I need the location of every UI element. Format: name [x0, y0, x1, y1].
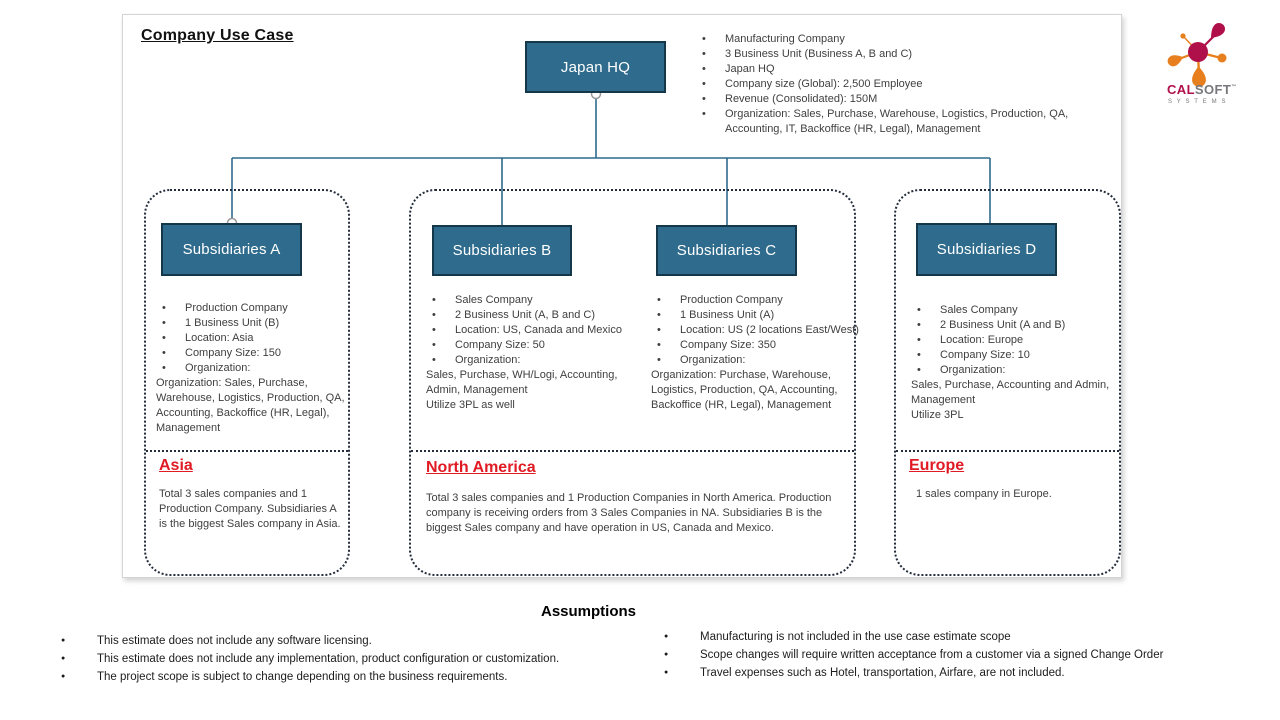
- list-item: • Sales Company: [426, 293, 630, 308]
- logo-tagline: S Y S T E M S: [1168, 99, 1228, 105]
- subsidiaries-d-details: [911, 303, 1111, 423]
- node-subsidiaries-d: Subsidiaries D: [916, 223, 1057, 276]
- list-item: Sales, Purchase, Accounting and Admin, Management: [911, 379, 1110, 406]
- assumption-item: ● This estimate does not include any software licensing.: [60, 635, 645, 653]
- logo-trademark: ™: [1231, 84, 1237, 90]
- assumption-item: ● Scope changes will require written acceptance from a customer via a signed Change Order: [663, 649, 1263, 667]
- region-body-europe: 1 sales company in Europe.: [916, 488, 1052, 500]
- region-title-north-america: North America: [426, 459, 536, 476]
- assumptions-heading: Assumptions: [541, 603, 637, 620]
- region-body-asia: Total 3 sales companies and 1 Production Company. Subsidiaries A is the biggest Sales company in Asia.: [159, 488, 341, 530]
- node-subsidiaries-b: Subsidiaries B: [432, 225, 572, 276]
- page-title: Company Use Case: [141, 27, 294, 44]
- assumption-item: ● Travel expenses such as Hotel, transportation, Airfare, are not included.: [663, 667, 1263, 685]
- region-body-north-america: Total 3 sales companies and 1 Production Companies in North America. Production company is receiving orders from 3 Sales Companies in NA. Subsidiaries B is the biggest Sales company and have operation in US, Canada and Mexico.: [426, 492, 832, 534]
- subsidiaries-b-details: [426, 293, 630, 413]
- list-item: • 2 Business Unit (A and B): [911, 318, 1111, 333]
- list-item: • Company Size: 50: [426, 338, 630, 353]
- node-japan-hq: Japan HQ: [525, 41, 666, 93]
- group-divider: [411, 450, 854, 452]
- assumption-item: ● The project scope is subject to change depending on the business requirements.: [60, 671, 645, 689]
- list-item: Utilize 3PL as well: [426, 399, 515, 411]
- japan-hq-details: [696, 32, 1120, 137]
- node-subsidiaries-a: Subsidiaries A: [161, 223, 302, 276]
- list-item: • Japan HQ: [696, 62, 1120, 77]
- list-item: • Company Size: 350: [651, 338, 866, 353]
- list-item: • Production Company: [156, 301, 352, 316]
- list-item: Organization: Purchase, Warehouse, Logistics, Production, QA, Accounting, Backoffice (HR, Legal), Management: [651, 369, 838, 411]
- subsidiaries-a-details: [156, 301, 352, 436]
- list-item: • Organization:: [156, 361, 352, 376]
- list-item: Utilize 3PL: [911, 409, 964, 421]
- list-item: • Organization:: [426, 353, 630, 368]
- list-item: • 1 Business Unit (B): [156, 316, 352, 331]
- list-item: • Location: US, Canada and Mexico: [426, 323, 630, 338]
- node-subsidiaries-c: Subsidiaries C: [656, 225, 797, 276]
- region-title-asia: Asia: [159, 457, 193, 474]
- region-title-europe: Europe: [909, 457, 965, 474]
- list-item: • Production Company: [651, 293, 866, 308]
- assumption-item: ● Manufacturing is not included in the use case estimate scope: [663, 631, 1263, 649]
- list-item: • Revenue (Consolidated): 150M: [696, 92, 1120, 107]
- list-item: • Organization:: [911, 363, 1111, 378]
- list-item: • 2 Business Unit (A, B and C): [426, 308, 630, 323]
- subsidiaries-c-details: [651, 293, 866, 413]
- calsoft-systems-logo: [1162, 16, 1240, 106]
- slide-canvas: [122, 14, 1122, 578]
- logo-text-soft: SOFT: [1194, 82, 1232, 97]
- assumptions-list-right: [663, 631, 1263, 685]
- list-item: • Location: Asia: [156, 331, 352, 346]
- list-item: • Location: US (2 locations East/West): [651, 323, 866, 338]
- list-item: Organization: Sales, Purchase, Warehouse, Logistics, Production, QA, Accounting, Backoffice (HR, Legal), Management: [156, 377, 345, 434]
- list-item: • 1 Business Unit (A): [651, 308, 866, 323]
- logo-text-cal: CAL: [1167, 82, 1195, 97]
- list-item: • Company Size: 150: [156, 346, 352, 361]
- group-divider: [146, 450, 348, 452]
- list-item: • Organization: Sales, Purchase, Warehouse, Logistics, Production, QA, Accounting, IT, Backoffice (HR, Legal), Management: [696, 107, 1120, 137]
- assumption-item: ● This estimate does not include any implementation, product configuration or customization.: [60, 653, 645, 671]
- list-item: • Company size (Global): 2,500 Employee: [696, 77, 1120, 92]
- assumptions-list-left: [60, 635, 645, 689]
- list-item: • Manufacturing Company: [696, 32, 1120, 47]
- list-item: • Company Size: 10: [911, 348, 1111, 363]
- molecule-icon: [1166, 21, 1227, 88]
- list-item: • 3 Business Unit (Business A, B and C): [696, 47, 1120, 62]
- svg-text:CALSOFT™: [1167, 82, 1237, 97]
- list-item: • Sales Company: [911, 303, 1111, 318]
- list-item: • Organization:: [651, 353, 866, 368]
- list-item: • Location: Europe: [911, 333, 1111, 348]
- group-divider: [896, 450, 1119, 452]
- list-item: Sales, Purchase, WH/Logi, Accounting, Admin, Management: [426, 369, 618, 396]
